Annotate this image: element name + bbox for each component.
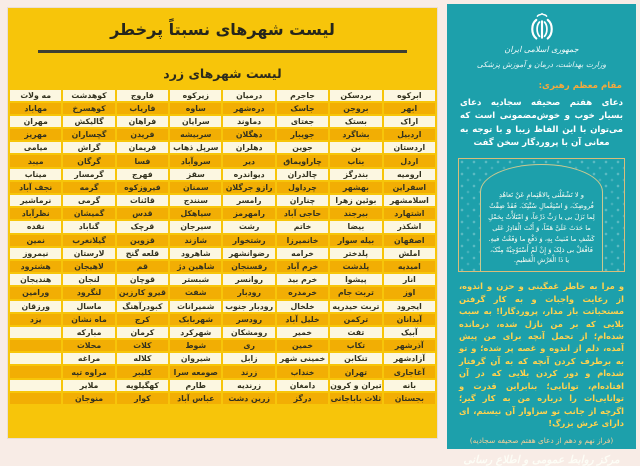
city-cell: یزد [10, 314, 61, 325]
city-cell: زرین دشت [223, 393, 274, 404]
ministry-panel [447, 4, 636, 466]
city-cell: شفت [170, 287, 221, 298]
city-cell: بروجن [330, 103, 381, 114]
city-cell: تکاب [330, 340, 381, 351]
city-cell: اسفراین [384, 182, 435, 193]
city-cell: تنکابن [330, 353, 381, 364]
city-cell: تفت [330, 327, 381, 338]
city-cell: حاجی آباد [277, 208, 328, 219]
city-cell: زرندیه [223, 380, 274, 391]
city-cell: ساوه [170, 103, 221, 114]
city-cell: سیرجان [170, 221, 221, 232]
city-cell: آغاجاری [384, 366, 435, 377]
city-cell: چاراویماق [277, 155, 328, 166]
city-cell-empty [10, 366, 61, 377]
city-cell: سربیشه [170, 129, 221, 140]
ornate-frame [458, 158, 625, 272]
city-cell: سقز [170, 169, 221, 180]
city-cell: کلات [117, 340, 168, 351]
city-cell: خنداب [277, 366, 328, 377]
city-cell: تهران [330, 366, 381, 377]
city-cell: بستک [330, 116, 381, 127]
city-cell: خاتم [277, 221, 328, 232]
city-cell: ری [223, 340, 274, 351]
city-cell-empty [10, 327, 61, 338]
city-cell: دره‌شهر [223, 103, 274, 114]
city-cell-empty [10, 393, 61, 404]
city-cell: طارم [170, 380, 221, 391]
city-cell: فیروزکوه [117, 182, 168, 193]
city-cell: رودبار جنوب [225, 301, 274, 311]
city-cell: سیاهکل [170, 208, 221, 219]
city-cell: کوار [117, 393, 168, 404]
city-cell: خانمیرزا [277, 235, 328, 246]
city-cell: فریمان [117, 142, 168, 153]
city-cell: سمنان [170, 182, 221, 193]
city-cell: قیرو کارزین [117, 287, 168, 298]
city-cell: گمیشان [63, 208, 114, 219]
city-cell: رشتخوار [223, 235, 274, 246]
city-cell: گالیکش [63, 116, 114, 127]
city-cell: کوهدشت [63, 90, 114, 101]
city-cell: رومشکان [223, 327, 274, 338]
city-cell: شهربابک [170, 314, 221, 325]
city-cell: تربت جام [330, 287, 381, 298]
city-cell: فهرج [117, 169, 168, 180]
city-cell: دماوند [223, 116, 274, 127]
city-cell: لنگرود [63, 287, 114, 298]
city-cell: فاروج [117, 90, 168, 101]
city-cell: مه ولات [10, 90, 61, 101]
title-divider [38, 50, 407, 53]
city-cell: رازو جرگلان [223, 182, 274, 193]
city-cell: فراهان [117, 116, 168, 127]
city-cell: مبارکه [63, 327, 114, 338]
city-cell: سروآباد [170, 155, 221, 166]
city-cell: خرم بید [277, 274, 328, 285]
prayer-arch [480, 164, 602, 271]
leader-quote: دعای هفتم صحیفه سجادیه دعای بسیار خوب و خوش‌مضمونی است که می‌توان با این الفاظ زیبا و با توجه به معانی آن با پروردگار سخن گفت [460, 98, 623, 148]
city-cell: جویبار [277, 129, 328, 140]
city-cell: شاهرود [170, 248, 221, 259]
city-cell: هندیجان [10, 274, 61, 285]
city-cell: رامهرمز [223, 208, 274, 219]
city-cell: ورامین [10, 287, 61, 298]
city-cell: مهران [10, 116, 61, 127]
city-cell: املش [384, 248, 435, 259]
prayer-source: (فراز نهم و دهم از دعای هفتم صحیفه سجادیه) [469, 435, 614, 445]
city-cell: اشکذر [384, 221, 435, 232]
city-cell: اردستان [384, 142, 435, 153]
city-cell-empty [10, 340, 61, 351]
city-cell: نظرآباد [10, 208, 61, 219]
city-cell: قزوین [117, 235, 168, 246]
city-cell-empty [10, 353, 61, 364]
city-cell: چالدران [277, 169, 328, 180]
city-cell: قرچک [117, 221, 168, 232]
city-cell: امیدیه [384, 261, 435, 272]
city-cell: ایجرود [384, 301, 435, 312]
city-cell: قدس [117, 208, 168, 219]
city-cell: دهلران [223, 142, 274, 153]
arabic-prayer-text: و لا تَشْغَلْنی بِالاهْتِمامِ عَنْ تَعاهُدِ فُروضِکَ، وَ اسْتِعْمالِ سُنَّتِکَ. فَقَدْ ضِقْتُ لِما نَزَلَ بی یا رَبِّ ذَرْعاً، وَ امْتَلَأْتُ بِحَمْلِ ما حَدَثَ عَلَیَّ هَمّاً، وَ أَنْتَ الْقادِرُ عَلی کَشْفِ ما مُنیتُ بِهِ، وَ دَفْعِ ما وَقَعْتُ فیهِ. فَافْعَلْ بی ذلِکَ وَ إِنْ لَمْ أَسْتَوْجِبْهُ مِنْکَ، یا ذَا الْعَرْشِ الْعَظیمِ. [488, 191, 595, 265]
city-cell: بانه [384, 380, 435, 391]
country-name: جمهوری اسلامی ایران [504, 45, 579, 54]
city-cell: بردسکن [330, 90, 381, 101]
city-cell: گناباد [63, 221, 114, 232]
panel-subtitle: لیست شهرهای زرد [163, 65, 282, 81]
city-cell: اراک [384, 116, 435, 127]
city-cell: کلیبر [117, 366, 168, 377]
city-cell: جغتای [277, 116, 328, 127]
page-title: لیست شهرهای نسبتاً پرخطر [110, 20, 335, 39]
city-cell: شیروان [170, 353, 221, 364]
city-cell: شازند [170, 235, 221, 246]
city-cell: رودسر [223, 314, 274, 325]
city-cell: شوط [170, 340, 221, 351]
city-cell: صومعه سرا [170, 366, 221, 377]
city-cell: رشت [223, 221, 274, 232]
city-cell: نجف آباد [10, 182, 61, 193]
city-cell: رفسنجان [223, 261, 274, 272]
city-cell: انار [384, 274, 435, 285]
city-cell: اصفهان [384, 235, 435, 246]
city-cell: نرماشیر [10, 195, 61, 206]
city-cell: ورزقان [10, 301, 61, 312]
city-cell: روانسر [223, 274, 274, 285]
city-cell: کرج [117, 314, 168, 325]
city-grid [10, 90, 435, 405]
city-cell-empty [10, 380, 61, 391]
city-cell: محلات [63, 340, 114, 351]
city-cell: قوچان [117, 274, 168, 285]
city-cell: ثلاث باباجانی [330, 393, 382, 403]
city-cell: خمیر [277, 327, 328, 338]
city-cell: کبودرآهنگ [117, 301, 168, 312]
prayer-translation: و مرا به خاطر غمگینی و حزن و اندوه، از رعایت واجبات و به کار گرفتن مستحباتت باز مدار، پروردگارا! به سبب بلایی که بر من نازل شده، درمانده شده‌ام؛ از تحمل آنچه برای من پیش آمده، دلم از اندوه و غصه پر شده؛ و تو به برطرف کردن آنچه که به آن گرفتار شده‌ام و دور کردن بلایی که در آن افتاده‌ام، توانایی؛ بنابراین قدرت و توانایی‌ات را درباره من به کار گیر؛ اگرچه از جانب تو سزاوار آن نیستم، ای دارای عرش بزرگ! [459, 281, 624, 429]
city-cell: جوین [277, 142, 328, 153]
city-cell: دیواندره [223, 169, 274, 180]
city-cell: عباس آباد [170, 393, 221, 404]
city-cell: رامسر [223, 195, 274, 206]
iran-emblem-icon [525, 12, 559, 42]
city-cell: تیران و کرون [330, 380, 382, 390]
city-cell: ارومیه [384, 169, 435, 180]
city-cell: اشتهارد [384, 208, 435, 219]
city-cell: تربت حیدریه [330, 301, 381, 312]
leader-label: مقام معظم رهبری: [538, 81, 622, 91]
city-cell: گیلانغرب [63, 235, 114, 246]
city-cell: جاسک [277, 103, 328, 114]
yellow-cities-panel [8, 8, 437, 438]
city-cell: شاهین دژ [170, 261, 221, 272]
city-cell: بناب [330, 155, 381, 166]
city-cell: بندرگز [330, 169, 381, 180]
city-cell: پلدختر [330, 248, 381, 259]
city-cell: گچساران [63, 129, 114, 140]
city-cell: اردبیل [384, 129, 435, 140]
city-cell: اردل [384, 155, 435, 166]
city-cell: قم [117, 261, 168, 272]
city-cell: میبد [10, 155, 61, 166]
city-cell: فریدن [117, 129, 168, 140]
city-cell: اوز [384, 287, 435, 298]
city-cell: کهگیلویه [117, 380, 168, 391]
city-cell: شبستر [170, 274, 221, 285]
city-cell: میناب [10, 169, 61, 180]
city-cell: آبیک [384, 327, 435, 338]
city-cell: قلعه گنج [117, 248, 168, 259]
city-cell: ابرکوه [384, 90, 435, 101]
city-cell: مهاباد [10, 103, 61, 114]
city-cell: بیله سوار [330, 235, 381, 246]
signature-calligraphy: مرکز روابط عمومی و اطلاع رسانی [463, 453, 620, 466]
city-cell: قائنات [117, 195, 168, 206]
city-cell: ملایر [63, 380, 114, 391]
city-cell: لنجان [63, 274, 114, 285]
city-cell: نقده [10, 221, 61, 232]
city-cell: جاجرم [277, 90, 328, 101]
city-cell: لاهیجان [63, 261, 114, 272]
city-cell: رودبار [223, 287, 274, 298]
city-cell: خرمدره [277, 287, 328, 298]
city-cell: کرمان [117, 327, 168, 338]
city-cell: مراغه [63, 353, 114, 364]
city-cell: اسلامشهر [384, 195, 435, 206]
city-cell: درگز [277, 393, 328, 404]
city-cell: ترکمن [330, 314, 381, 325]
city-cell: خلیل آباد [277, 314, 328, 325]
city-cell: میامی [10, 142, 61, 153]
city-cell: چرداول [277, 182, 328, 193]
city-cell: پیشوا [330, 274, 381, 285]
city-cell: چناران [277, 195, 328, 206]
city-cell: آذرشهر [384, 340, 435, 351]
city-cell: گرمه [63, 182, 114, 193]
city-cell: کلاله [117, 353, 168, 364]
city-cell: بوئین زهرا [330, 195, 381, 206]
city-cell: کوهسرخ [63, 103, 114, 114]
city-cell: زرند [223, 366, 274, 377]
city-cell: دهگلان [223, 129, 274, 140]
city-cell: بن [330, 142, 381, 153]
city-cell: گرگان [63, 155, 114, 166]
city-cell: دیر [223, 155, 274, 166]
city-cell: خمینی شهر [277, 353, 328, 364]
city-cell: رضوانشهر [223, 248, 274, 259]
city-cell: ابهر [384, 103, 435, 114]
city-cell: شهرکرد [170, 327, 221, 338]
city-cell: بهشهر [330, 182, 381, 193]
city-cell: هشترود [10, 261, 61, 272]
city-cell: ماه نشان [63, 314, 114, 325]
city-cell: پلدشت [330, 261, 381, 272]
city-cell: بجستان [384, 393, 435, 404]
city-cell: گرمسار [63, 169, 114, 180]
city-cell: خلخال [277, 301, 328, 312]
city-cell: بشاگرد [330, 129, 381, 140]
city-cell: بیرجند [330, 208, 381, 219]
ministry-name: وزارت بهداشت، درمان و آموزش پزشکی [476, 60, 607, 69]
city-cell: منوجان [63, 393, 114, 404]
city-cell: مهریز [10, 129, 61, 140]
city-cell: خرم آباد [277, 261, 328, 272]
city-cell: ماسال [63, 301, 114, 312]
city-cell: دامغان [277, 380, 328, 391]
city-cell: شمیرانات [170, 301, 221, 312]
city-cell: خمین [277, 340, 328, 351]
city-cell: آزادشهر [384, 353, 435, 364]
city-cell: آبدانان [384, 314, 435, 325]
city-cell: درمیان [223, 90, 274, 101]
city-cell: نیمروز [10, 248, 61, 259]
city-cell: فاریاب [117, 103, 168, 114]
city-cell: گراش [63, 142, 114, 153]
city-cell: زابل [223, 353, 274, 364]
city-cell: بیضا [330, 221, 381, 232]
city-cell: سرپل ذهاب [170, 142, 221, 153]
city-cell: لارستان [63, 248, 114, 259]
city-cell: نمین [10, 235, 61, 246]
city-cell: مراوه تپه [63, 366, 114, 377]
city-cell: زیرکوه [170, 90, 221, 101]
city-cell: سنندج [170, 195, 221, 206]
city-cell: گرمی [63, 195, 114, 206]
city-cell: سرایان [170, 116, 221, 127]
city-cell: فسا [117, 155, 168, 166]
city-cell: خرامه [277, 248, 328, 259]
